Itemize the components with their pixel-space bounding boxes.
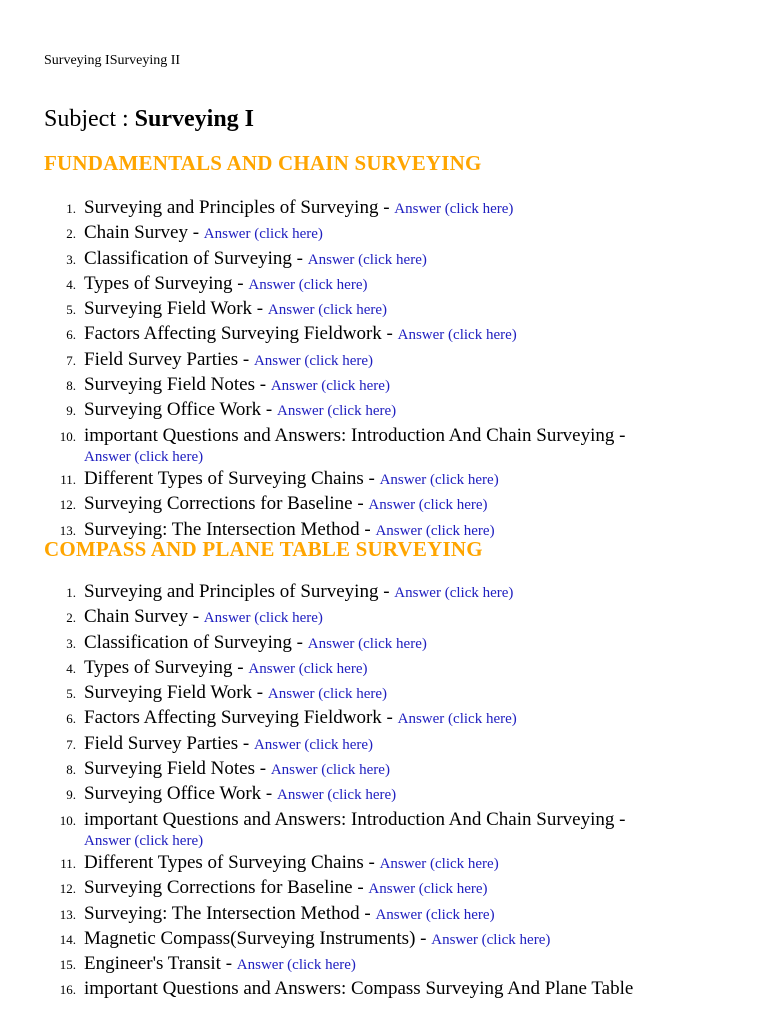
answer-link[interactable]: Answer (click here) — [307, 251, 427, 268]
topic-list-item — [0, 247, 768, 272]
topic-title: Classification of Surveying - — [84, 631, 308, 653]
answer-link[interactable]: Answer (click here) — [277, 787, 397, 804]
answer-link[interactable]: Answer (click here) — [379, 471, 499, 488]
topic-title: Surveying: The Intersection Method - — [84, 902, 376, 924]
topic-title: Surveying and Principles of Surveying - — [84, 197, 395, 218]
subject-heading — [44, 104, 254, 134]
list-item-number: 16. — [59, 982, 76, 998]
nav-link-surveying-1[interactable]: Surveying I — [44, 53, 110, 68]
list-item-number: 5. — [66, 302, 76, 318]
topic-title: Types of Surveying - — [84, 656, 249, 678]
list-item-number: 13. — [59, 522, 76, 538]
topic-title: Different Types of Surveying Chains - — [84, 467, 380, 489]
list-item-number: 6. — [66, 711, 76, 727]
topic-title: Surveying Field Notes - — [84, 374, 271, 396]
answer-link[interactable]: Answer (click here) — [431, 931, 551, 948]
list-item-number: 8. — [66, 378, 76, 394]
list-item-number: 15. — [59, 957, 76, 973]
topic-list-item — [0, 221, 768, 246]
topic-list-item — [0, 492, 768, 517]
list-item-number: 3. — [66, 635, 76, 651]
topic-title: important Questions and Answers: Introduction And Chain Surveying - — [84, 424, 626, 446]
topic-title: Magnetic Compass(Surveying Instruments) - — [84, 927, 432, 949]
topic-list-item — [0, 977, 768, 1000]
subject-name: Surveying I — [134, 106, 255, 132]
answer-link[interactable]: Answer (click here) — [84, 448, 204, 465]
topic-list-item — [0, 732, 768, 757]
topic-list-item — [0, 373, 768, 398]
list-item-number: 2. — [66, 610, 76, 626]
topic-title: Factors Affecting Surveying Fieldwork - — [84, 323, 398, 345]
list-item-number: 2. — [66, 226, 76, 242]
topic-list-item — [0, 424, 768, 467]
topic-list-compass — [0, 580, 768, 1001]
topic-title: important Questions and Answers: Introduction And Chain Surveying - — [84, 808, 626, 830]
answer-link[interactable]: Answer (click here) — [375, 522, 495, 539]
answer-link[interactable]: Answer (click here) — [307, 635, 427, 652]
section-title-fundamentals: FUNDAMENTALS AND CHAIN SURVEYING — [44, 151, 482, 175]
answer-link[interactable]: Answer (click here) — [368, 881, 488, 898]
topic-title: Classification of Surveying - — [84, 247, 308, 269]
topic-list-item — [0, 322, 768, 347]
topic-title: Types of Surveying - — [84, 272, 249, 294]
answer-link[interactable]: Answer (click here) — [253, 352, 374, 369]
answer-link[interactable]: Answer (click here) — [394, 201, 514, 217]
topic-list-item — [0, 467, 768, 492]
list-item-number: 3. — [66, 251, 76, 267]
topic-title: Engineer's Transit - — [84, 953, 237, 975]
topic-list-item — [0, 681, 768, 706]
list-item-number: 12. — [59, 497, 76, 513]
nav-link-surveying-2[interactable]: Surveying II — [109, 53, 181, 68]
answer-link[interactable]: Answer (click here) — [248, 276, 368, 293]
list-item-number: 5. — [66, 686, 76, 702]
answer-link[interactable]: Answer (click here) — [267, 686, 387, 703]
list-item-number: 4. — [66, 276, 76, 292]
topic-title: Surveying Office Work - — [84, 399, 278, 421]
answer-link[interactable]: Answer (click here) — [375, 906, 495, 923]
top-navigation — [44, 52, 180, 70]
list-item-number: 11. — [60, 471, 76, 487]
topic-list-item — [0, 902, 768, 927]
answer-link[interactable]: Answer (click here) — [277, 403, 397, 420]
list-item-number: 4. — [66, 660, 76, 676]
topic-title: Surveying Field Work - — [84, 682, 268, 704]
topic-list-item — [0, 851, 768, 876]
list-item-number: 11. — [60, 855, 76, 871]
topic-title: Surveying Office Work - — [84, 783, 278, 805]
topic-title: important Questions and Answers: Compass Surveying And Plane Table — [84, 978, 634, 1000]
topic-title: Surveying Field Work - — [84, 298, 268, 320]
topic-title: Surveying and Principles of Surveying - — [84, 581, 395, 602]
topic-list-item — [0, 757, 768, 782]
answer-link[interactable]: Answer (click here) — [253, 736, 374, 753]
list-item-number: 13. — [59, 906, 76, 922]
topic-list-item — [0, 876, 768, 901]
list-item-number: 7. — [66, 736, 76, 752]
topic-list-item — [0, 782, 768, 807]
answer-link[interactable]: Answer (click here) — [267, 302, 387, 319]
topic-title: Surveying Field Notes - — [84, 758, 271, 780]
answer-link[interactable]: Answer (click here) — [203, 226, 323, 243]
list-item-number: 12. — [59, 881, 76, 897]
topic-list-item — [0, 196, 768, 221]
answer-link[interactable]: Answer (click here) — [397, 327, 517, 344]
topic-list-item — [0, 272, 768, 297]
section-title-compass: COMPASS AND PLANE TABLE SURVEYING — [44, 537, 483, 561]
topic-list-item — [0, 348, 768, 373]
list-item-number: 10. — [59, 812, 76, 828]
topic-title: Chain Survey - — [84, 606, 204, 628]
answer-link[interactable]: Answer (click here) — [368, 497, 488, 514]
subject-prefix: Subject : — [44, 106, 135, 132]
list-item-number: 7. — [66, 352, 76, 368]
answer-link[interactable]: Answer (click here) — [248, 660, 368, 677]
topic-list-item — [0, 580, 768, 605]
topic-title: Chain Survey - — [84, 222, 204, 244]
topic-list-fundamentals — [0, 196, 768, 543]
topic-list-item — [0, 808, 768, 851]
list-item-number: 9. — [66, 787, 76, 803]
topic-title: Surveying Corrections for Baseline - — [84, 877, 369, 899]
topic-title: Surveying Corrections for Baseline - — [84, 493, 369, 515]
list-item-number: 10. — [59, 428, 76, 444]
list-item-number: 1. — [66, 585, 76, 600]
topic-list-item — [0, 631, 768, 656]
answer-link[interactable]: Answer (click here) — [394, 585, 514, 601]
list-item-number: 14. — [59, 931, 76, 947]
topic-title: Field Survey Parties - — [84, 732, 254, 754]
list-item-number: 9. — [66, 403, 76, 419]
answer-link[interactable]: Answer (click here) — [270, 378, 390, 395]
answer-link[interactable]: Answer (click here) — [379, 855, 499, 872]
topic-title: Different Types of Surveying Chains - — [84, 851, 380, 873]
topic-list-item — [0, 605, 768, 630]
answer-link[interactable]: Answer (click here) — [203, 610, 323, 627]
answer-link[interactable]: Answer (click here) — [84, 832, 204, 849]
topic-list-item — [0, 952, 768, 977]
answer-link[interactable]: Answer (click here) — [236, 957, 356, 974]
topic-list-item — [0, 656, 768, 681]
topic-list-item — [0, 297, 768, 322]
answer-link[interactable]: Answer (click here) — [270, 762, 390, 779]
topic-title: Field Survey Parties - — [84, 348, 254, 370]
topic-title: Surveying: The Intersection Method - — [84, 518, 376, 540]
topic-title: Factors Affecting Surveying Fieldwork - — [84, 707, 398, 729]
answer-link[interactable]: Answer (click here) — [397, 711, 517, 728]
topic-list-item — [0, 398, 768, 423]
list-item-number: 1. — [66, 201, 76, 216]
list-item-number: 6. — [66, 327, 76, 343]
topic-list-item — [0, 706, 768, 731]
topic-list-item — [0, 927, 768, 952]
list-item-number: 8. — [66, 762, 76, 778]
